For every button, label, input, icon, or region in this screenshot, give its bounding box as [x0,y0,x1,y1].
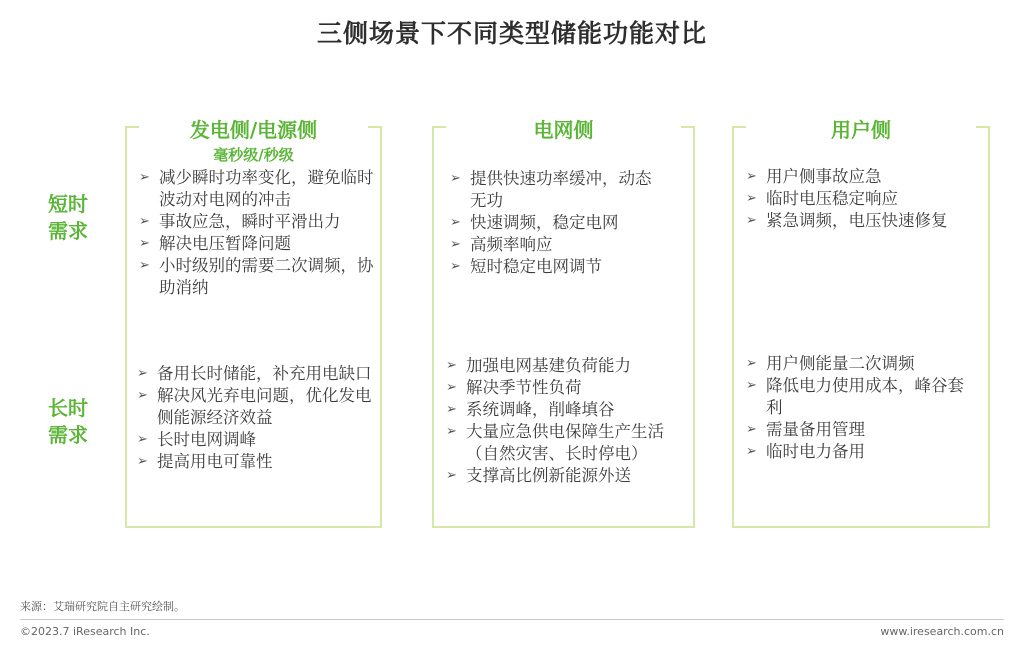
list-item: ➢ 用户侧事故应急 [746,167,882,186]
row-label-short [38,191,98,245]
list-item: ➢ 临时电力备用 [746,442,865,461]
list-item: ➢ 需量备用管理 [746,420,865,439]
column-grid-side [432,118,695,528]
website-link: www.iresearch.com.cn [880,625,1004,638]
page-title: 三侧场景下不同类型储能功能对比 [316,19,707,48]
list-item: ➢ 备用长时储能，补充用电缺口 [137,364,372,383]
chevron-right-icon: ➢ [446,402,457,417]
list-item: ➢ 大量应急供电保障生产生活（自然灾害、长时停电） [446,422,664,463]
row-label-long-line: 长时 [48,396,88,420]
chevron-right-icon: ➢ [139,214,150,229]
list-item: ➢ 系统调峰，削峰填谷 [446,400,615,419]
chevron-right-icon: ➢ [746,169,757,184]
list-item: ➢ 高频率响应 [450,235,553,254]
list-item: ➢ 提供快速功率缓冲，动态无功 [450,169,652,210]
row-label-long [38,395,98,449]
list-item: ➢ 支撑高比例新能源外送 [446,466,631,485]
chevron-right-icon: ➢ [446,424,457,439]
chevron-right-icon: ➢ [137,454,148,469]
short-term-list [448,168,658,278]
column-heading: 发电侧/电源侧 [189,118,318,142]
list-item: ➢ 加强电网基建负荷能力 [446,356,631,375]
chevron-right-icon: ➢ [137,432,148,447]
column-heading: 电网侧 [533,118,594,142]
list-item: ➢ 提高用电可靠性 [137,452,273,471]
list-item: ➢ 事故应急，瞬时平滑出力 [139,212,341,231]
chevron-right-icon: ➢ [746,422,757,437]
chevron-right-icon: ➢ [139,170,150,185]
footer-divider [20,619,1004,620]
chevron-right-icon: ➢ [746,444,757,459]
column-generation-side [125,118,382,528]
chevron-right-icon: ➢ [139,258,150,273]
chevron-right-icon: ➢ [746,191,757,206]
column-heading: 用户侧 [831,118,891,142]
list-item: ➢ 短时稳定电网调节 [450,257,602,276]
chevron-right-icon: ➢ [746,213,757,228]
list-item: ➢ 用户侧能量二次调频 [746,354,915,373]
list-item: ➢ 紧急调频，电压快速修复 [746,211,948,230]
chevron-right-icon: ➢ [137,366,148,381]
chevron-right-icon: ➢ [446,358,457,373]
short-term-list [744,166,964,232]
list-item: ➢ 长时电网调峰 [137,430,256,449]
source-note: 来源：艾瑞研究院自主研究绘制。 [20,600,185,613]
chevron-right-icon: ➢ [450,259,461,274]
chevron-right-icon: ➢ [746,356,757,371]
list-item: ➢ 解决电压暂降问题 [139,234,291,253]
list-item: ➢ 解决风光弃电问题，优化发电侧能源经济效益 [137,386,372,427]
row-label-long-line: 需求 [48,423,88,447]
chevron-right-icon: ➢ [450,237,461,252]
long-term-list [135,363,375,473]
list-item: ➢ 快速调频，稳定电网 [450,213,619,232]
chevron-right-icon: ➢ [139,236,150,251]
short-term-list [137,167,377,299]
row-label-short-line: 需求 [48,219,88,243]
copyright: ©2023.7 iResearch Inc. [20,625,150,638]
list-item: ➢ 解决季节性负荷 [446,378,582,397]
chevron-right-icon: ➢ [446,468,457,483]
column-user-side [732,118,990,528]
chevron-right-icon: ➢ [137,388,148,403]
list-item: ➢ 临时电压稳定响应 [746,189,898,208]
row-label-short-line: 短时 [48,192,88,216]
chevron-right-icon: ➢ [746,378,757,393]
list-item: ➢ 降低电力使用成本，峰谷套利 [746,376,964,417]
chevron-right-icon: ➢ [450,171,461,186]
chevron-right-icon: ➢ [450,215,461,230]
long-term-list [744,353,976,463]
list-item: ➢ 小时级别的需要二次调频，协助消纳 [139,256,374,297]
chevron-right-icon: ➢ [446,380,457,395]
long-term-list [444,355,692,487]
column-subheading: 毫秒级/秒级 [213,146,294,164]
list-item: ➢ 减少瞬时功率变化，避免临时波动对电网的冲击 [139,168,374,209]
